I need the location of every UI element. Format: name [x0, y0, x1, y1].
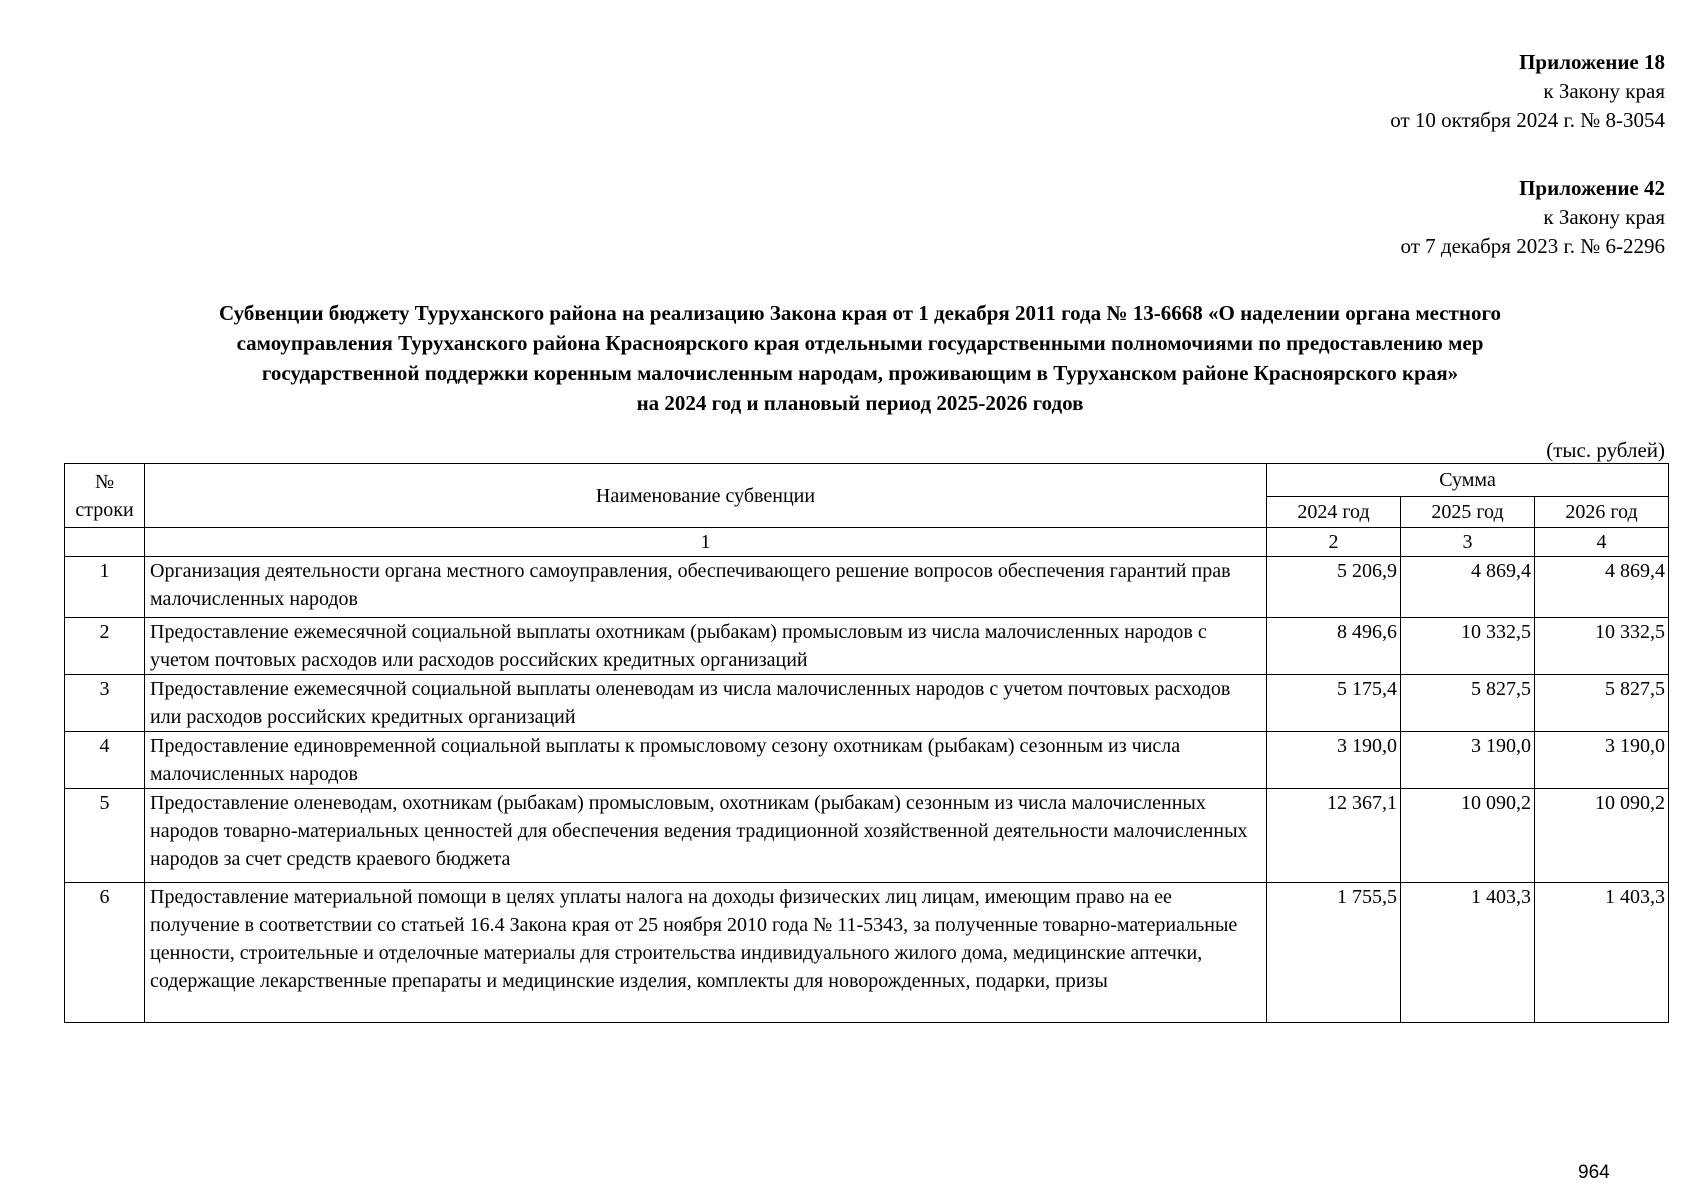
value-2026: 4 869,4	[1535, 557, 1669, 618]
page-number: 964	[1578, 1162, 1610, 1183]
value-2024: 8 496,6	[1267, 618, 1401, 675]
header-year-2024: 2024 год	[1267, 497, 1401, 528]
index-cell: 1	[145, 528, 1267, 557]
appendix-42-header	[1401, 174, 1665, 261]
appendix-42-title: Приложение 42	[1519, 176, 1665, 200]
table-row	[65, 883, 1669, 1023]
row-number: 6	[65, 883, 145, 1023]
header-year-2025: 2025 год	[1401, 497, 1535, 528]
subvention-table	[64, 463, 1669, 1023]
value-2024: 1 755,5	[1267, 883, 1401, 1023]
index-cell: 2	[1267, 528, 1401, 557]
value-2024: 5 206,9	[1267, 557, 1401, 618]
value-2025: 10 090,2	[1401, 789, 1535, 883]
subvention-name: Организация деятельности органа местного самоуправления, обеспечивающего решение вопросов обеспечения гарантий прав малочисленных народов	[145, 557, 1267, 618]
index-cell: 4	[1535, 528, 1669, 557]
appendix-18-line1: к Закону края	[1543, 79, 1665, 103]
header-subvention-name: Наименование субвенции	[145, 464, 1267, 528]
value-2024: 5 175,4	[1267, 675, 1401, 732]
row-number: 1	[65, 557, 145, 618]
value-2026: 10 090,2	[1535, 789, 1669, 883]
value-2026: 1 403,3	[1535, 883, 1669, 1023]
value-2024: 3 190,0	[1267, 732, 1401, 789]
document-title	[60, 298, 1660, 418]
units-label: (тыс. рублей)	[1546, 438, 1665, 462]
value-2025: 5 827,5	[1401, 675, 1535, 732]
subvention-name: Предоставление материальной помощи в целях уплаты налога на доходы физических лиц лицам, имеющим право на ее получение в соответствии со статьей 16.4 Закона края от 25 ноября 2010 года № 11-5343, за полученные товарно-материальные ценности, строительные и отделочные материалы для строительства индивидуального жилого дома, медицинские аптечки, содержащие лекарственные препараты и медицинские изделия, комплекты для новорожденных, подарки, призы	[145, 883, 1267, 1023]
subvention-name: Предоставление оленеводам, охотникам (рыбакам) промысловым, охотникам (рыбакам) сезонным из числа малочисленных народов товарно-материальных ценностей для обеспечения ведения традиционной хозяйственной деятельности малочисленных народов за счет средств краевого бюджета	[145, 789, 1267, 883]
table-row	[65, 732, 1669, 789]
value-2026: 3 190,0	[1535, 732, 1669, 789]
title-line: на 2024 год и плановый период 2025-2026 годов	[636, 391, 1084, 415]
value-2025: 10 332,5	[1401, 618, 1535, 675]
value-2026: 5 827,5	[1535, 675, 1669, 732]
row-number: 3	[65, 675, 145, 732]
row-number: 2	[65, 618, 145, 675]
appendix-42-line1: к Закону края	[1543, 205, 1665, 229]
appendix-18-line2: от 10 октября 2024 г. № 8-3054	[1390, 108, 1665, 132]
appendix-18-header	[1390, 48, 1665, 135]
row-number: 5	[65, 789, 145, 883]
index-cell	[65, 528, 145, 557]
header-year-2026: 2026 год	[1535, 497, 1669, 528]
value-2024: 12 367,1	[1267, 789, 1401, 883]
title-line: государственной поддержки коренным малочисленным народам, проживающим в Туруханском районе Красноярского края»	[261, 361, 1459, 385]
index-cell: 3	[1401, 528, 1535, 557]
subvention-name: Предоставление единовременной социальной выплаты к промысловому сезону охотникам (рыбакам) сезонным из числа малочисленных народов	[145, 732, 1267, 789]
subvention-name: Предоставление ежемесячной социальной выплаты оленеводам из числа малочисленных народов с учетом почтовых расходов или расходов российских кредитных организаций	[145, 675, 1267, 732]
value-2026: 10 332,5	[1535, 618, 1669, 675]
table-row	[65, 618, 1669, 675]
table-row	[65, 557, 1669, 618]
header-sum: Сумма	[1267, 464, 1669, 497]
title-line: самоуправления Туруханского района Красноярского края отдельными государственными полномочиями по предоставлению мер	[236, 331, 1484, 355]
appendix-18-title: Приложение 18	[1519, 50, 1665, 74]
subvention-name: Предоставление ежемесячной социальной выплаты охотникам (рыбакам) промысловым из числа малочисленных народов с учетом почтовых расходов или расходов российских кредитных организаций	[145, 618, 1267, 675]
value-2025: 4 869,4	[1401, 557, 1535, 618]
row-number: 4	[65, 732, 145, 789]
table-row	[65, 789, 1669, 883]
title-line: Субвенции бюджету Туруханского района на реализацию Закона края от 1 декабря 2011 года № 13-6668 «О наделении органа местного	[219, 301, 1501, 325]
table-row	[65, 675, 1669, 732]
appendix-42-line2: от 7 декабря 2023 г. № 6-2296	[1400, 234, 1665, 258]
value-2025: 1 403,3	[1401, 883, 1535, 1023]
value-2025: 3 190,0	[1401, 732, 1535, 789]
header-row-number: № строки	[65, 464, 145, 528]
